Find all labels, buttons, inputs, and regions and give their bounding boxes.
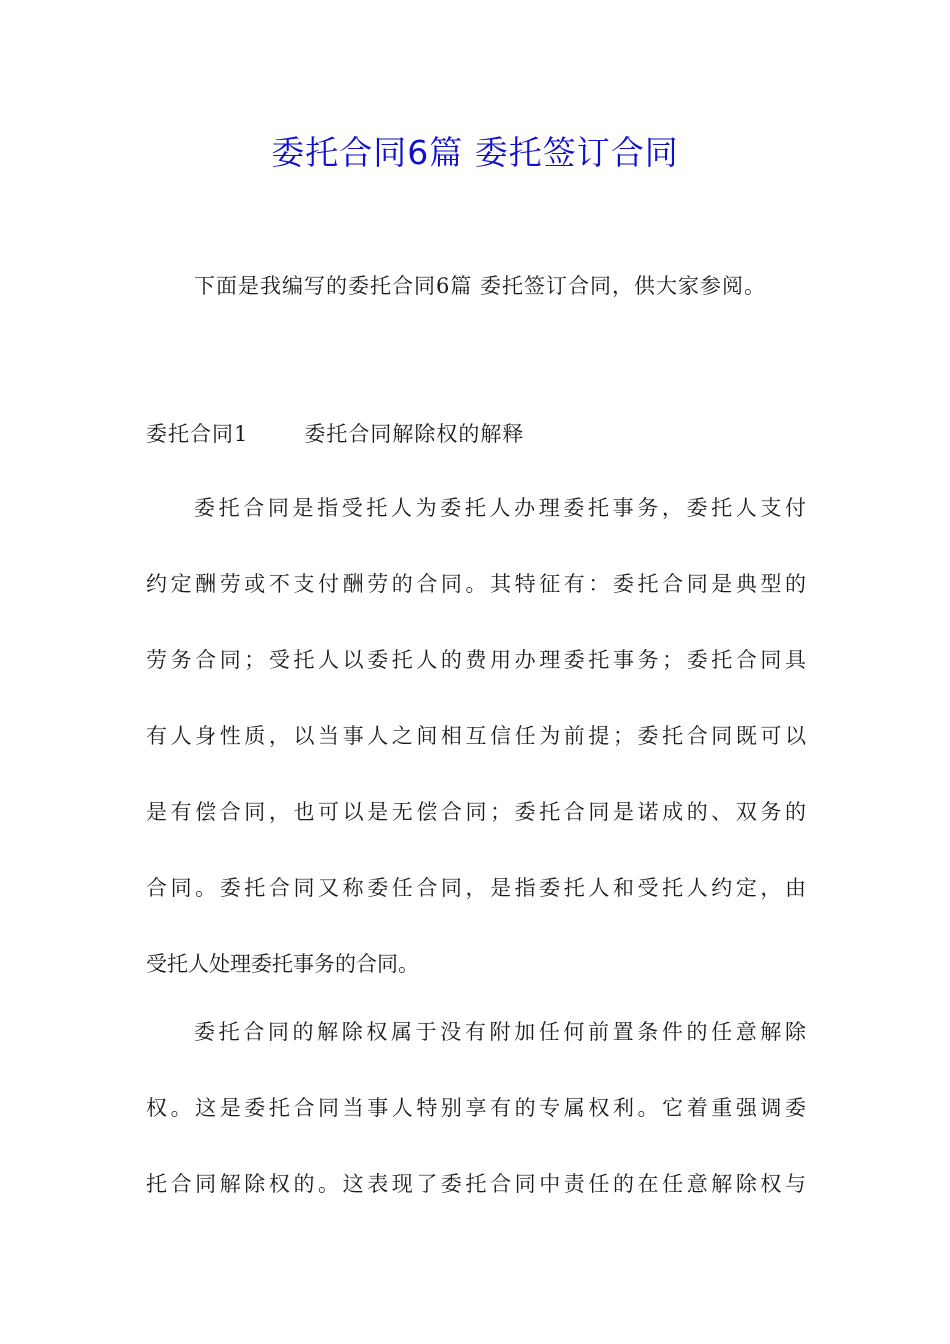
paragraph-line: 合同。委托合同又称委任合同，是指委托人和受托人约定，由: [146, 876, 806, 900]
paragraph-line: 权。这是委托合同当事人特别享有的专属权利。它着重强调委: [146, 1096, 806, 1120]
section-heading: [146, 414, 524, 454]
intro-paragraph: 下面是我编写的委托合同6篇 委托签订合同，供大家参阅。: [194, 274, 767, 298]
section-number: 委托合同1: [146, 422, 249, 446]
paragraph-line: 受托人处理委托事务的合同。: [146, 952, 419, 976]
paragraph-line: 劳务合同；受托人以委托人的费用办理委托事务；委托合同具: [146, 648, 806, 672]
body-paragraph-2: [146, 1012, 806, 1240]
paragraph-line: 有人身性质，以当事人之间相互信任为前提；委托合同既可以: [146, 724, 806, 748]
body-paragraph-1: [146, 488, 806, 1020]
paragraph-line: 是有偿合同，也可以是无偿合同；委托合同是诺成的、双务的: [146, 800, 806, 824]
paragraph-line: 委托合同的解除权属于没有附加任何前置条件的任意解除: [194, 1020, 806, 1044]
paragraph-line: 托合同解除权的。这表现了委托合同中责任的在任意解除权与: [146, 1172, 806, 1196]
paragraph-line: 约定酬劳或不支付酬劳的合同。其特征有：委托合同是典型的: [146, 572, 806, 596]
document-title: 委托合同6篇 委托签订合同: [271, 133, 679, 172]
section-title: 委托合同解除权的解释: [304, 422, 525, 446]
paragraph-line: 委托合同是指受托人为委托人办理委托事务，委托人支付: [194, 496, 806, 520]
